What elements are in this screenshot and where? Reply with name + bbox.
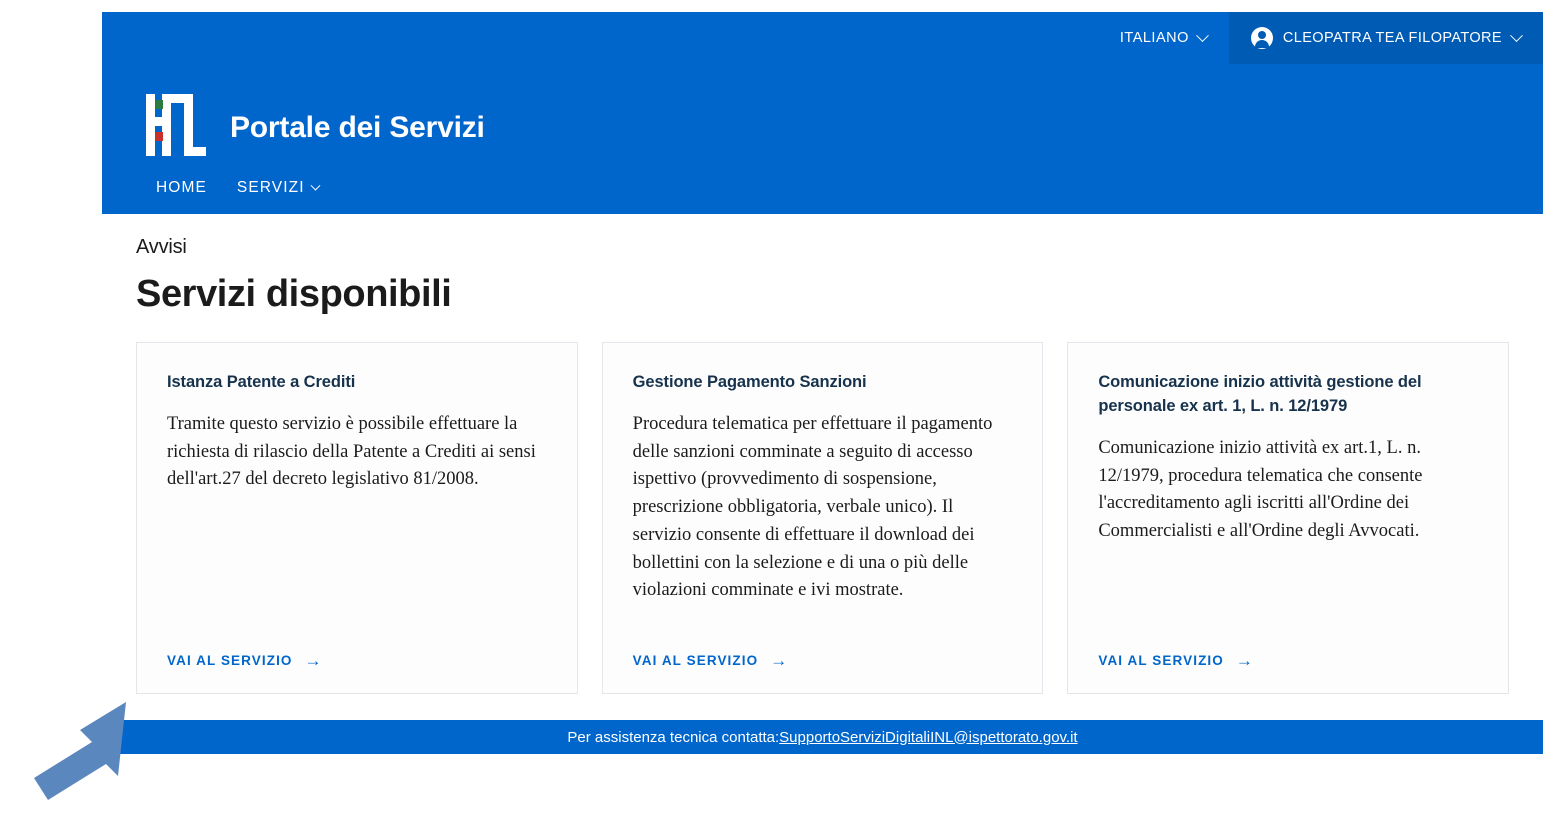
user-name-label: CLEOPATRA TEA FILOPATORE [1282,30,1502,46]
language-label: ITALIANO [1119,30,1189,46]
service-card-link-label: VAI AL SERVIZIO [632,653,759,668]
top-utility-bar [102,12,1543,64]
nav-item-servizi-label: SERVIZI [236,179,305,196]
service-card-description: Tramite questo servizio è possibile effettuare la richiesta di rilascio della Patente a Crediti ai sensi dell'art.27 del decreto legislativo 81/2008. [167,413,536,490]
nav-item-servizi[interactable] [237,179,319,214]
site-footer [102,720,1543,754]
arrow-right-icon: → [770,651,789,670]
language-selector[interactable] [1098,12,1229,64]
arrow-right-icon: → [1235,651,1254,670]
footer-text: Per assistenza tecnica contatta: [567,728,780,746]
service-card-link[interactable] [167,652,547,669]
brand-block[interactable] [138,86,485,170]
chevron-down-icon [310,180,320,190]
main-navigation [156,160,319,214]
breadcrumb: Avvisi [136,236,187,258]
inl-logo-icon [138,86,212,170]
chevron-down-icon [1196,29,1209,42]
page-content [102,214,1543,694]
site-header [102,64,1543,214]
nav-item-home-label: HOME [156,179,207,196]
service-card[interactable] [602,342,1044,694]
service-card-description: Procedura telematica per effettuare il pagamento delle sanzioni comminate a seguito di accesso ispettivo (provvedimento di sospensione, prescrizione obbligatoria, verbale unico). Il servizio consente di effettuare il download dei bollettini con la selezione e di una o più delle violazioni comminate e ivi mostrate. [632,413,993,601]
service-card-title: Gestione Pagamento Sanzioni [632,373,867,391]
nav-item-home[interactable] [156,179,207,214]
service-card[interactable] [136,342,578,694]
page-viewport [102,12,1543,824]
service-card-link-label: VAI AL SERVIZIO [1098,653,1224,668]
site-title: Portale dei Servizi [230,111,485,144]
service-card-link[interactable] [633,652,1013,669]
service-card-title: Comunicazione inizio attività gestione del personale ex art. 1, L. n. 12/1979 [1098,373,1422,415]
service-card-description: Comunicazione inizio attività ex art.1, L. n. 12/1979, procedura telematica che consente l'accreditamento agli iscritti all'Ordine dei Commercialisti e all'Ordine degli Avvocati. [1098,437,1423,542]
arrow-right-icon: → [304,651,323,670]
user-menu[interactable] [1229,12,1543,64]
service-card-link-label: VAI AL SERVIZIO [167,653,293,668]
chevron-down-icon [1510,29,1523,42]
service-card-title: Istanza Patente a Crediti [167,373,356,391]
page-title: Servizi disponibili [136,273,452,315]
support-email-link[interactable]: SupportoServiziDigitaliINL@ispettorato.gov.it [779,728,1078,746]
user-avatar-icon [1251,27,1273,49]
service-card[interactable] [1067,342,1509,694]
service-card-list [136,342,1509,694]
service-card-link[interactable] [1098,652,1478,669]
